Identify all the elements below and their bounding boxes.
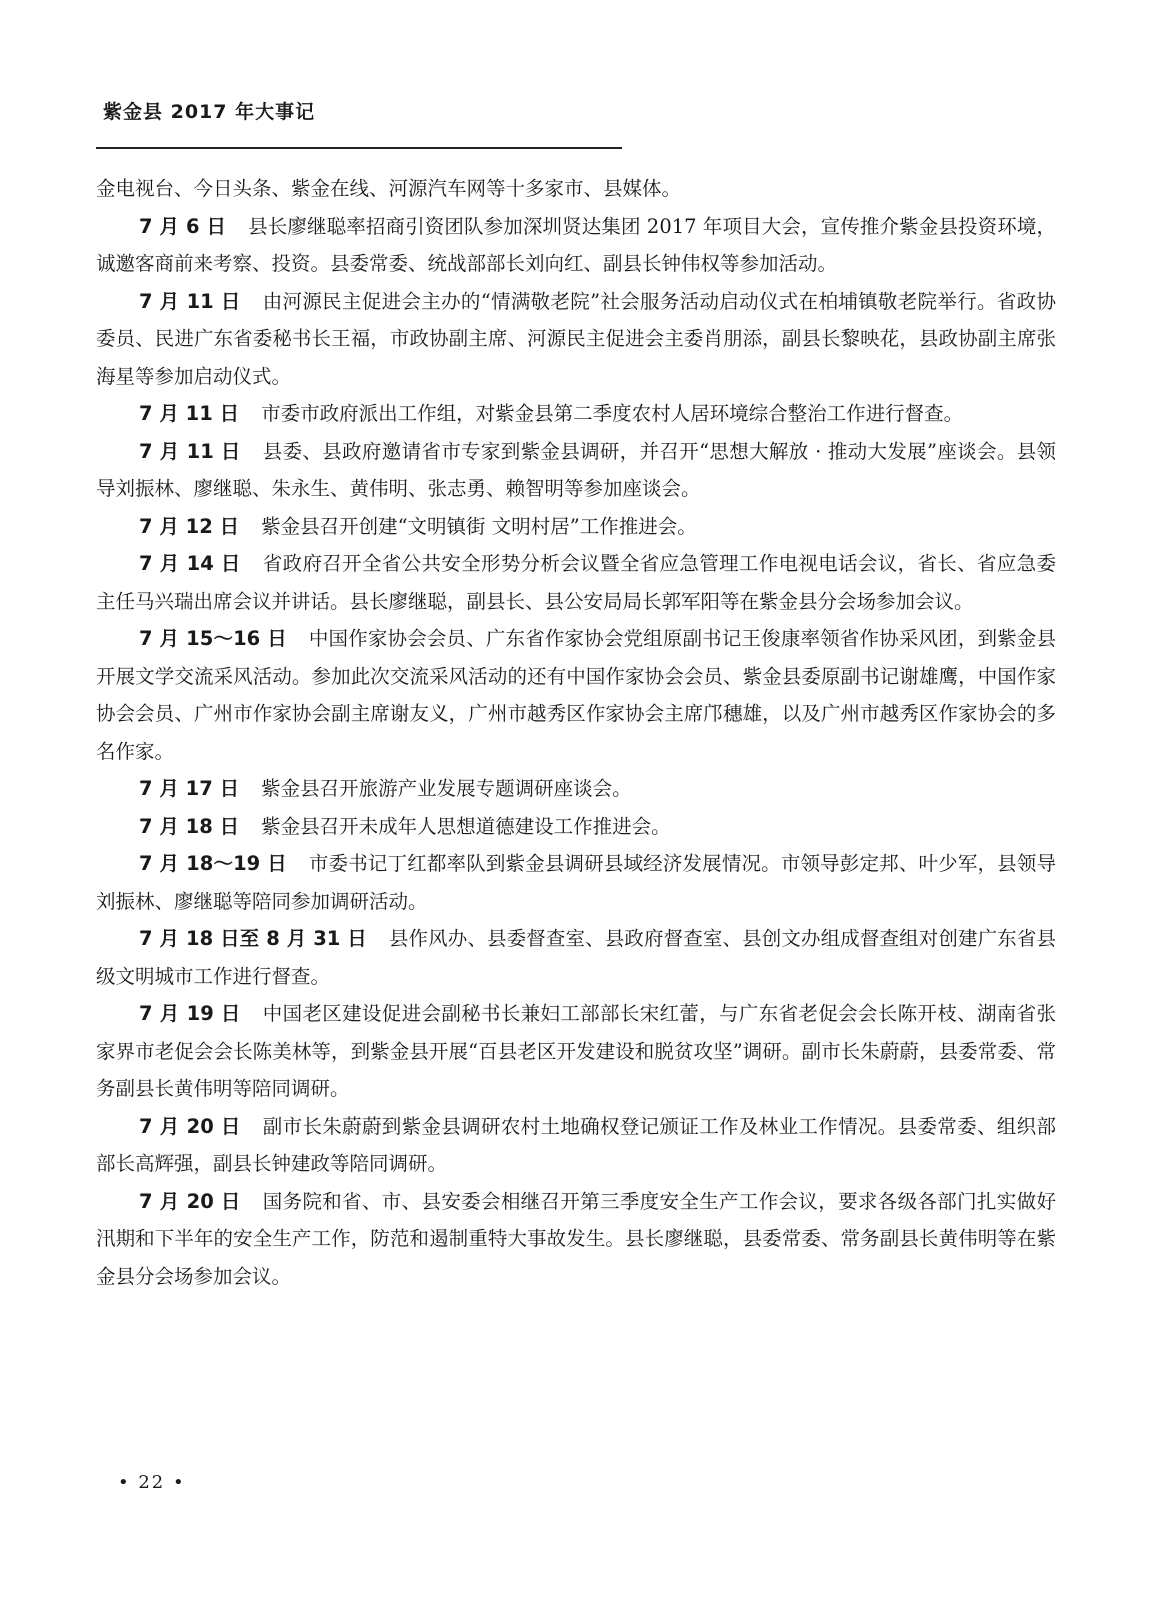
- event-entry: [96, 770, 1056, 808]
- event-date: 7 月 18 日至 8 月 31 日: [139, 927, 367, 950]
- event-text: 中国作家协会会员、广东省作家协会党组原副书记王俊康率领省作协采风团，到紫金县开展文学交流采风活动。参加此次交流采风活动的还有中国作家协会会员、紫金县委原副书记谢雄鹰，中国作家协会会员、广州市作家协会副主席谢友义，广州市越秀区作家协会主席邝穗雄，以及广州市越秀区作家协会的多名作家。: [96, 627, 1056, 763]
- event-entry: [96, 1108, 1056, 1183]
- event-entry: [96, 995, 1056, 1108]
- event-text: 紫金县召开未成年人思想道德建设工作推进会。: [261, 814, 671, 838]
- event-date: 7 月 20 日: [139, 1189, 241, 1213]
- body-text: [96, 170, 1056, 1295]
- event-date: 7 月 18～19 日: [139, 852, 287, 875]
- event-entry: [96, 395, 1056, 433]
- event-text: 副市长朱蔚蔚到紫金县调研农村土地确权登记颁证工作及林业工作情况。县委常委、组织部部长高辉强，副县长钟建政等陪同调研。: [96, 1114, 1056, 1175]
- event-date: 7 月 15～16 日: [139, 627, 287, 650]
- event-text: 国务院和省、市、县安委会相继召开第三季度安全生产工作会议，要求各级各部门扎实做好汛期和下半年的安全生产工作，防范和遏制重特大事故发生。县长廖继聪，县委常委、常务副县长黄伟明等在紫金县分会场参加会议。: [96, 1189, 1056, 1288]
- event-date: 7 月 11 日: [139, 289, 241, 313]
- event-text: 县长廖继聪率招商引资团队参加深圳贤达集团 2017 年项目大会，宣传推介紫金县投资环境，诚邀客商前来考察、投资。县委常委、统战部部长刘向红、副县长钟伟权等参加活动。: [96, 214, 1056, 275]
- event-date: 7 月 18 日: [139, 814, 240, 838]
- event-entry: [96, 920, 1056, 995]
- event-text: 县委、县政府邀请省市专家到紫金县调研，并召开“思想大解放 · 推动大发展”座谈会。县领导刘振林、廖继聪、朱永生、黄伟明、张志勇、赖智明等参加座谈会。: [96, 439, 1056, 500]
- event-entry: [96, 170, 1056, 208]
- event-text: 由河源民主促进会主办的“情满敬老院”社会服务活动启动仪式在柏埔镇敬老院举行。省政协委员、民进广东省委秘书长王福，市政协副主席、河源民主促进会主委肖朋添，副县长黎映花，县政协副主席张海星等参加启动仪式。: [96, 289, 1056, 388]
- event-text: 县作风办、县委督查室、县政府督查室、县创文办组成督查组对创建广东省县级文明城市工作进行督查。: [96, 927, 1056, 988]
- event-entry: [96, 545, 1056, 620]
- event-text: 市委书记丁红都率队到紫金县调研县域经济发展情况。市领导彭定邦、叶少军，县领导刘振林、廖继聪等陪同参加调研活动。: [96, 852, 1056, 913]
- header-rule: [96, 147, 622, 149]
- event-entry: [96, 283, 1056, 396]
- event-date: 7 月 12 日: [139, 514, 240, 538]
- event-entry: [96, 208, 1056, 283]
- running-head: 紫金县 2017 年大事记: [103, 101, 316, 123]
- event-date: 7 月 11 日: [139, 439, 241, 463]
- event-entry: [96, 845, 1056, 920]
- event-entry: [96, 508, 1056, 546]
- event-text: 紫金县召开旅游产业发展专题调研座谈会。: [261, 777, 632, 800]
- event-text: 中国老区建设促进会副秘书长兼妇工部部长宋红蕾，与广东省老促会会长陈开枝、湖南省张家界市老促会会长陈美林等，到紫金县开展“百县老区开发建设和脱贫攻坚”调研。副市长朱蔚蔚，县委常委、常务副县长黄伟明等陪同调研。: [96, 1002, 1056, 1100]
- event-date: 7 月 14 日: [139, 552, 241, 575]
- event-text: 市委市政府派出工作组，对紫金县第二季度农村人居环境综合整治工作进行督查。: [261, 402, 964, 425]
- event-date: 7 月 6 日: [139, 214, 227, 238]
- event-text: 省政府召开全省公共安全形势分析会议暨全省应急管理工作电视电话会议，省长、省应急委主任马兴瑞出席会议并讲话。县长廖继聪，副县长、县公安局局长郭军阳等在紫金县分会场参加会议。: [96, 552, 1056, 613]
- event-entry: [96, 620, 1056, 770]
- event-date: 7 月 11 日: [139, 402, 240, 425]
- event-entry: [96, 1183, 1056, 1296]
- event-text: 金电视台、今日头条、紫金在线、河源汽车网等十多家市、县媒体。: [96, 177, 682, 200]
- event-text: 紫金县召开创建“文明镇街 文明村居”工作推进会。: [261, 514, 697, 538]
- event-date: 7 月 19 日: [139, 1002, 241, 1025]
- event-entry: [96, 808, 1056, 846]
- page-number: • 22 •: [118, 1472, 186, 1493]
- event-date: 7 月 17 日: [139, 777, 240, 800]
- event-entry: [96, 433, 1056, 508]
- event-date: 7 月 20 日: [139, 1114, 241, 1138]
